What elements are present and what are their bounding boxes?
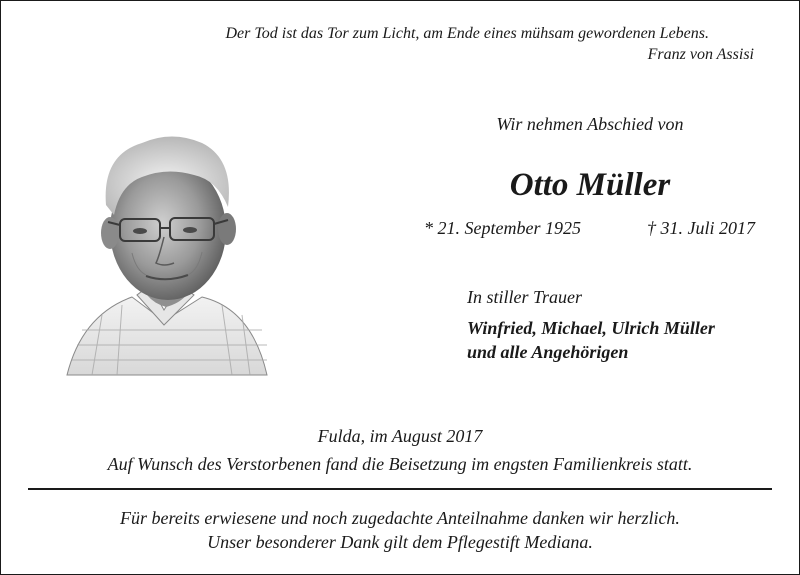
farewell-intro: Wir nehmen Abschied von xyxy=(496,114,684,134)
mourners-line-2: und alle Angehörigen xyxy=(467,342,629,362)
place-and-date: Fulda, im August 2017 xyxy=(317,426,483,446)
burial-note: Auf Wunsch des Verstorbenen fand die Beisetzung im engsten Familienkreis statt. xyxy=(107,454,693,474)
divider xyxy=(28,488,772,490)
epigraph-author: Franz von Assisi xyxy=(647,46,754,63)
death-date: † 31. Juli 2017 xyxy=(647,218,755,238)
thanks-line-2: Unser besonderer Dank gilt dem Pflegestift Mediana. xyxy=(207,532,593,552)
epigraph-text: Der Tod ist das Tor zum Licht, am Ende eines mühsam gewordenen Lebens. xyxy=(225,25,709,42)
portrait-photo xyxy=(62,125,272,380)
mourning-heading: In stiller Trauer xyxy=(467,287,583,307)
mourners-list xyxy=(467,316,787,364)
birth-date: * 21. September 1925 xyxy=(424,218,581,238)
thanks-line-1: Für bereits erwiesene und noch zugedachte Anteilnahme danken wir herzlich. xyxy=(120,508,680,528)
thanks-note xyxy=(0,506,800,554)
mourners-line-1: Winfried, Michael, Ulrich Müller xyxy=(467,318,715,338)
deceased-name: Otto Müller xyxy=(509,167,671,203)
epigraph xyxy=(0,23,754,65)
